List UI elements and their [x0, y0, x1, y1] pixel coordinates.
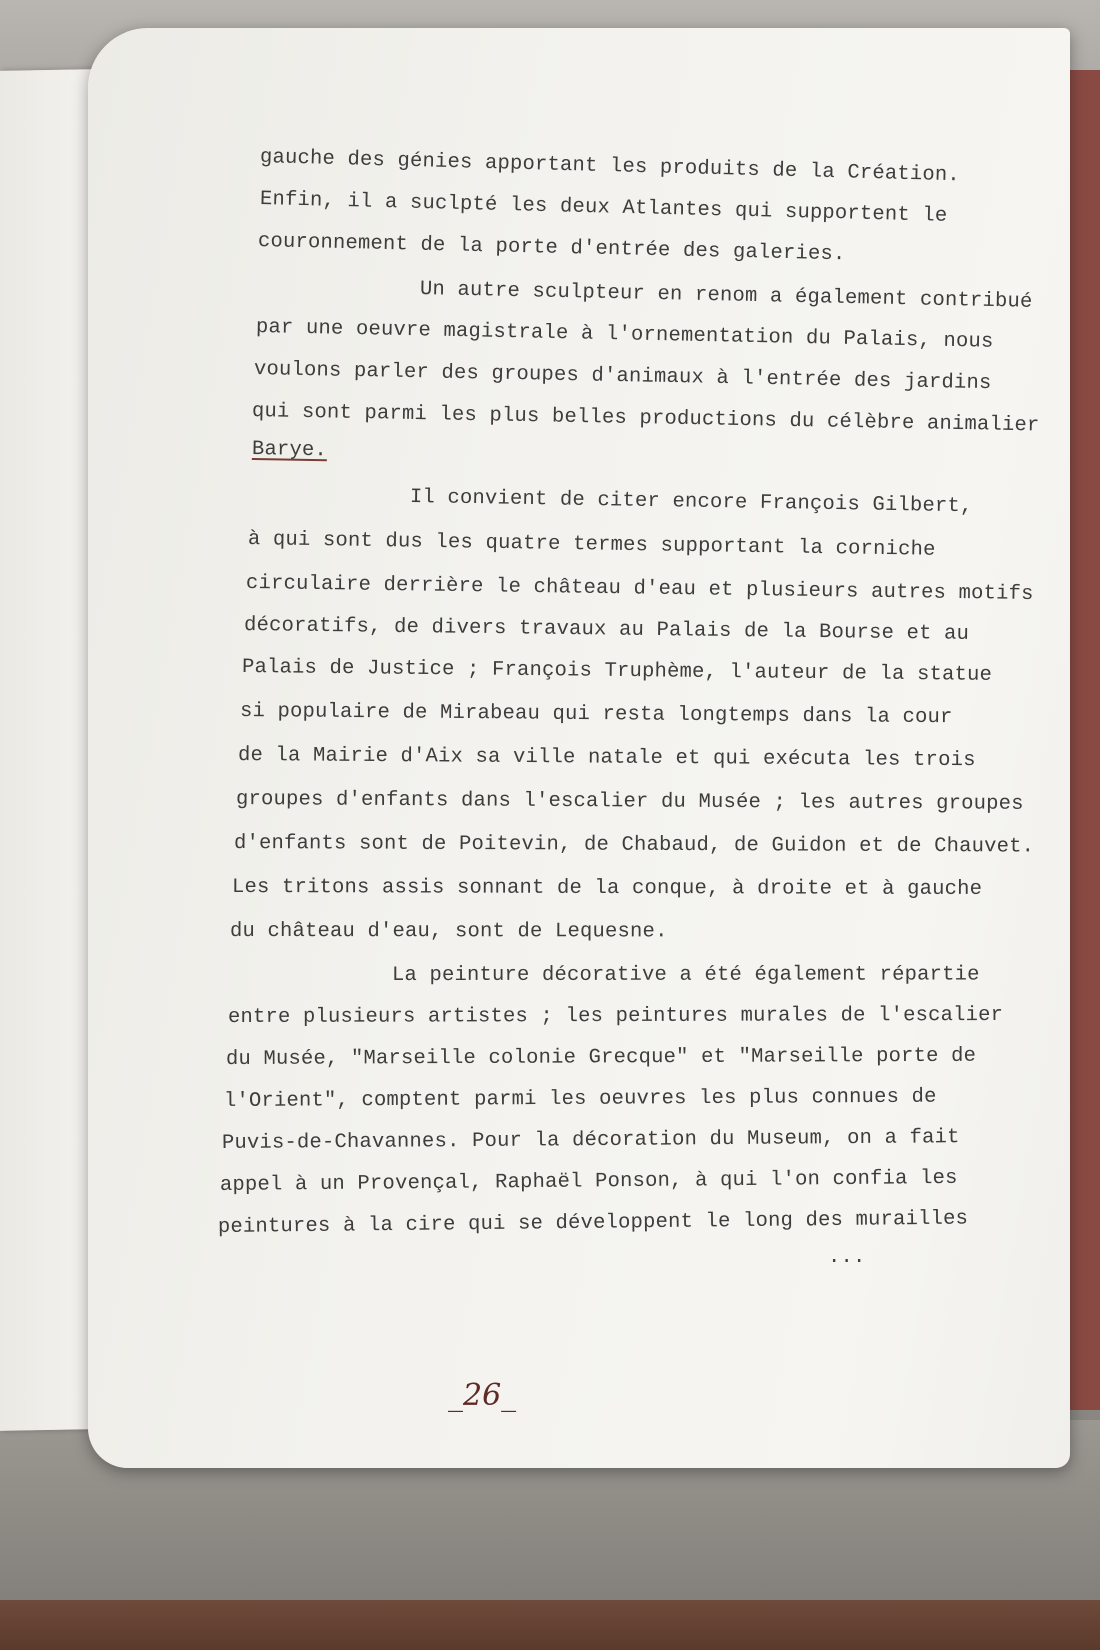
text-line: décoratifs, de divers travaux au Palais de la Bourse et au: [243, 614, 970, 646]
text-line: à qui sont dus les quatre termes supportant la corniche: [247, 528, 936, 562]
text-line: peintures à la cire qui se développent le long des murailles: [217, 1207, 969, 1239]
binder-edge: [0, 1600, 1100, 1650]
text-line: ...: [828, 1246, 866, 1269]
text-line: du château d'eau, sont de Lequesne.: [229, 920, 668, 944]
text-line: Enfin, il a suclpté les deux Atlantes qui supportent le: [259, 188, 948, 228]
typewritten-page: [88, 28, 1070, 1468]
text-line: voulons parler des groupes d'animaux à l'entrée des jardins: [253, 358, 992, 396]
text-line-content: Barye.: [251, 438, 328, 463]
text-line: entre plusieurs artistes ; les peintures murales de l'escalier: [227, 1003, 1004, 1029]
text-line: [252, 438, 327, 462]
text-line: Palais de Justice ; François Truphème, l'auteur de la statue: [241, 656, 993, 687]
text-line: Puvis-de-Chavannes. Pour la décoration du Museum, on a fait: [221, 1126, 960, 1155]
text-line: du Musée, "Marseille colonie Grecque" et "Marseille porte de: [225, 1044, 977, 1071]
text-line: si populaire de Mirabeau qui resta longtemps dans la cour: [239, 700, 953, 730]
text-line: couronnement de la porte d'entrée des galeries.: [257, 230, 846, 267]
text-line: gauche des génies apportant les produits de la Création.: [259, 146, 961, 188]
text-line: qui sont parmi les plus belles productions du célèbre animalier: [251, 400, 1040, 438]
text-line: l'Orient", comptent parmi les oeuvres les plus connues de: [223, 1085, 937, 1113]
text-line: Il convient de citer encore François Gilbert,: [409, 486, 973, 519]
text-line: appel à un Provençal, Raphaël Ponson, à qui l'on confia les: [219, 1166, 958, 1197]
text-line: Un autre sculpteur en renom a également contribué: [419, 278, 1033, 314]
text-line: d'enfants sont de Poitevin, de Chabaud, de Guidon et de Chauvet.: [233, 832, 1035, 859]
text-line: circulaire derrière le château d'eau et plusieurs autres motifs: [245, 572, 1034, 606]
text-line: de la Mairie d'Aix sa ville natale et qui exécuta les trois: [237, 744, 976, 773]
left-facing-page: [0, 69, 95, 1431]
text-line: Les tritons assis sonnant de la conque, à droite et à gauche: [231, 876, 983, 901]
page-number: _26_: [448, 1378, 517, 1413]
text-line: groupes d'enfants dans l'escalier du Musée ; les autres groupes: [235, 788, 1024, 816]
text-line: La peinture décorative a été également répartie: [391, 963, 980, 987]
text-line: par une oeuvre magistrale à l'ornementation du Palais, nous: [255, 316, 994, 354]
